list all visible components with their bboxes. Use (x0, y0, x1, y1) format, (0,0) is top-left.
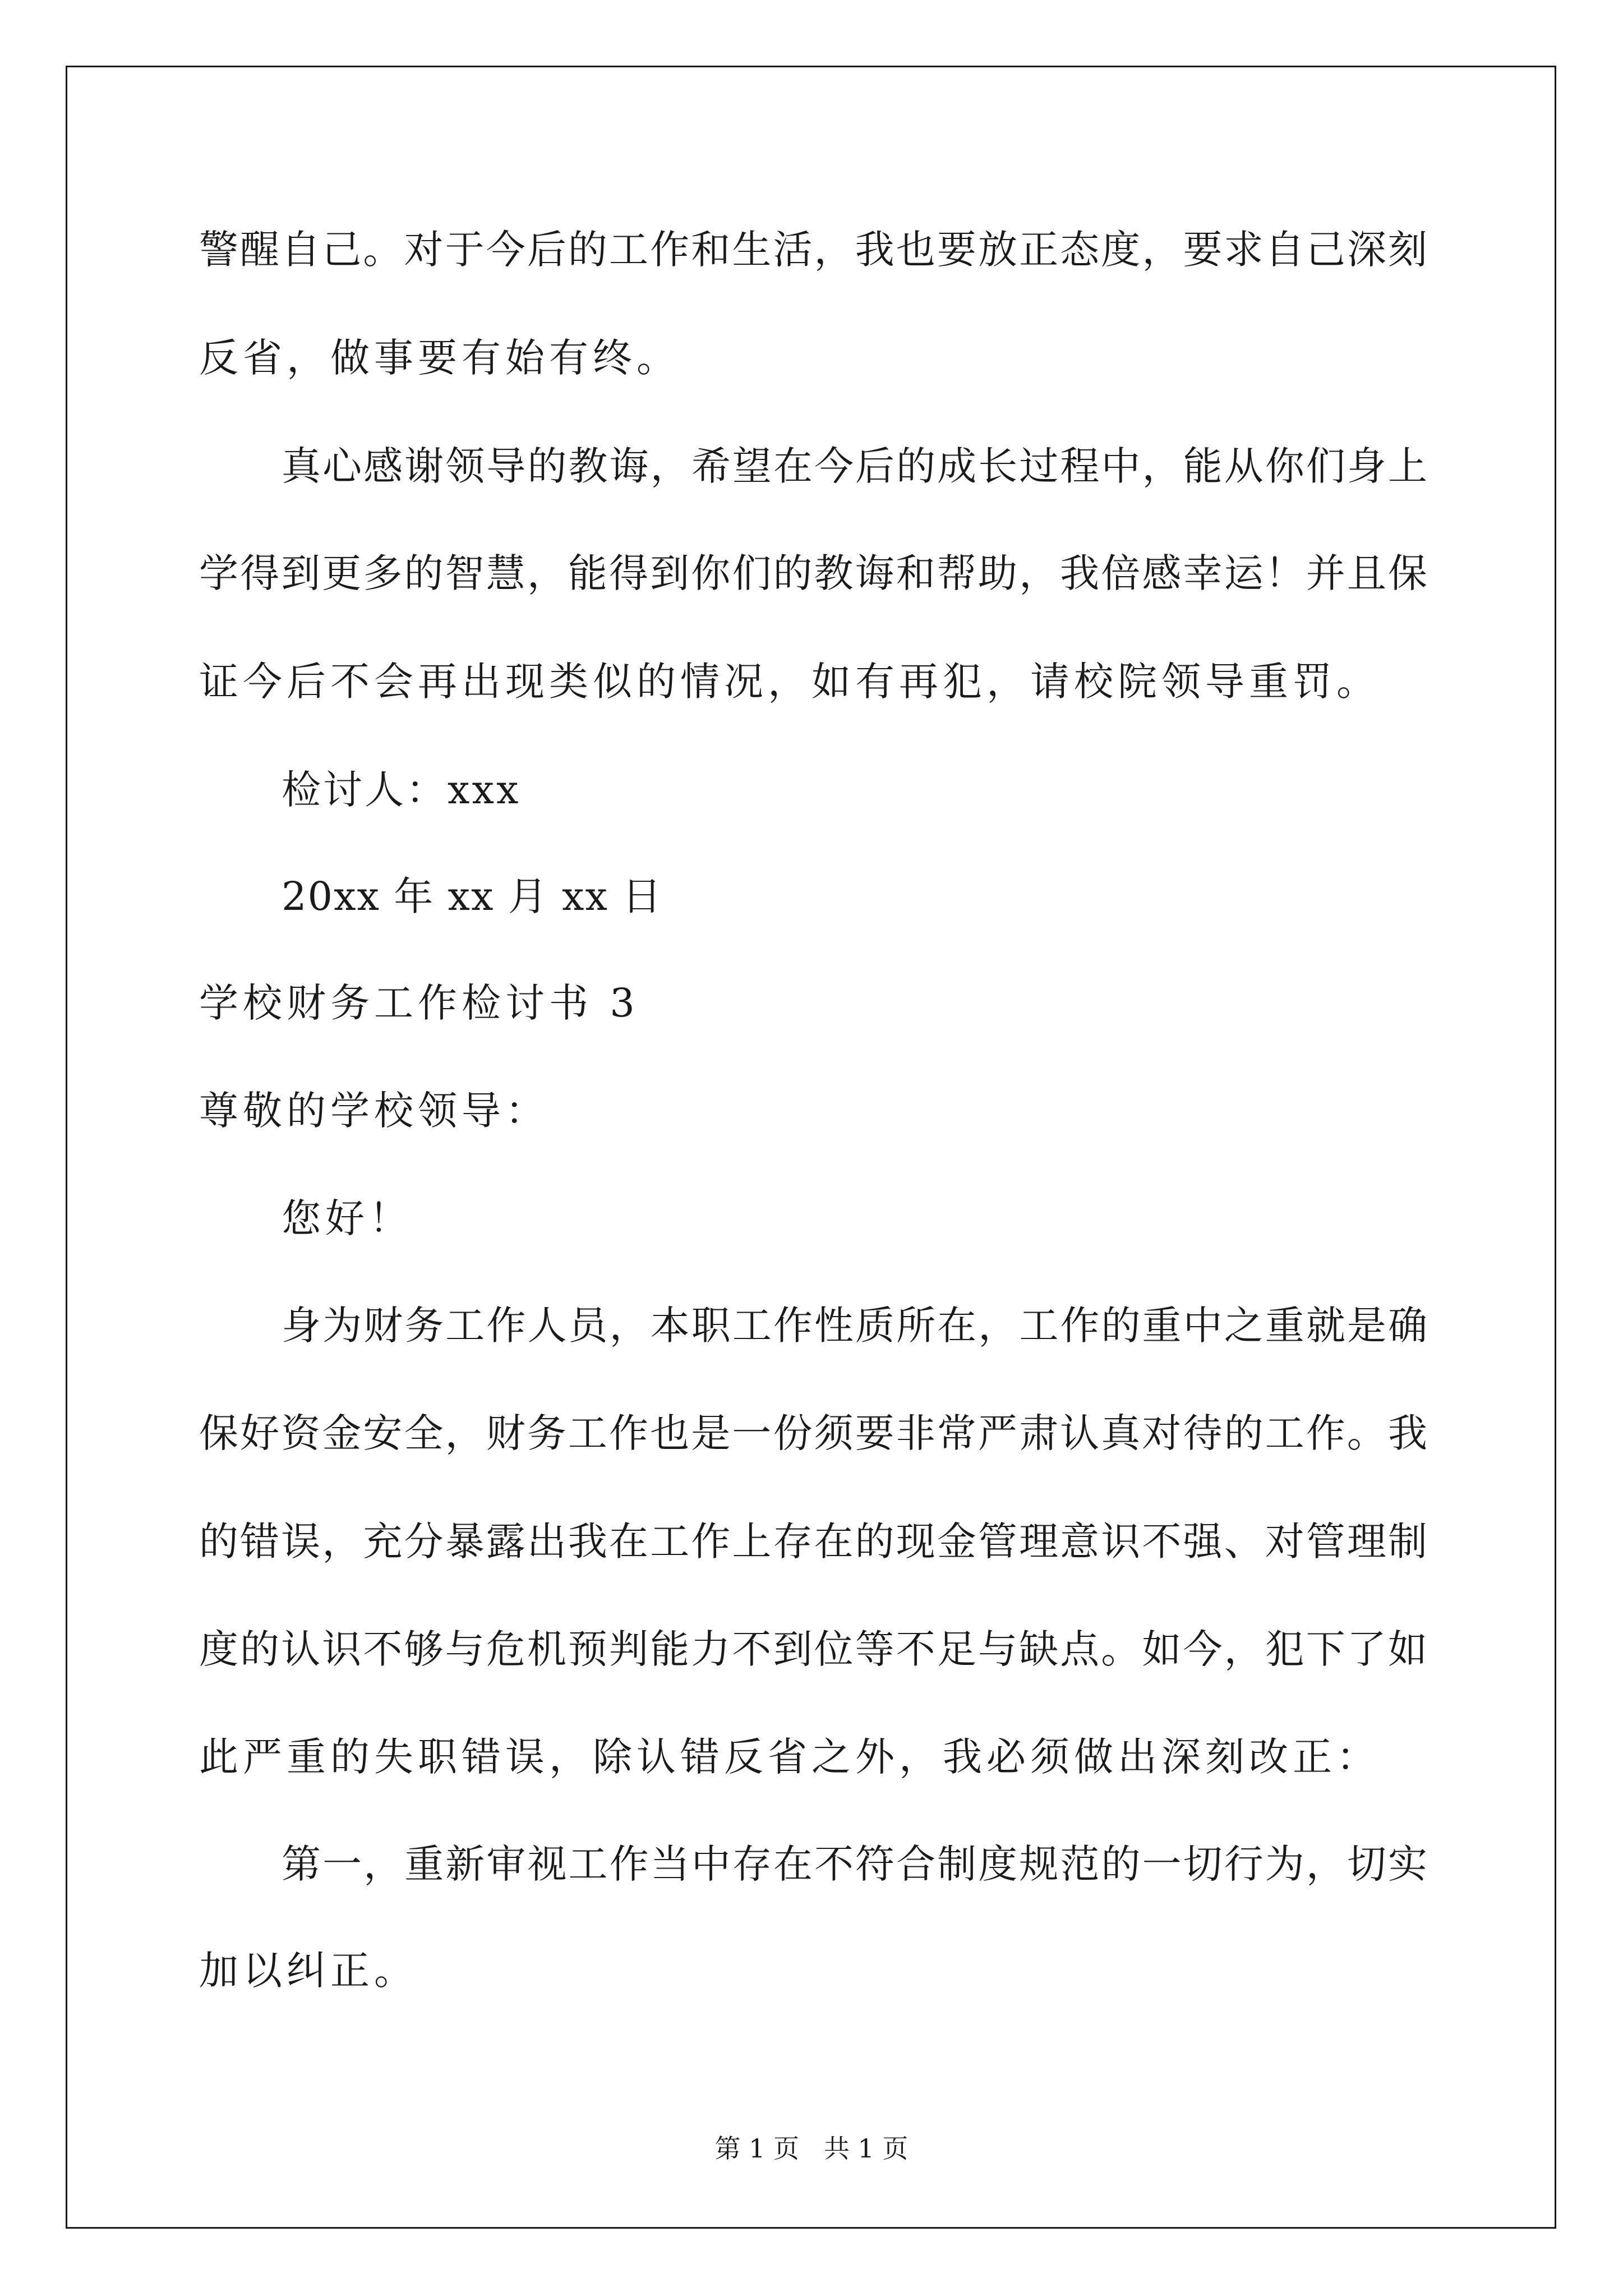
body-line: 证今后不会再出现类似的情况，如有再犯，请校院领导重罚。 (199, 659, 1380, 705)
body-line: 第一，重新审视工作当中存在不符合制度规范的一切行为，切实 (282, 1841, 1427, 1887)
page-footer: 第 1 页 共 1 页 (714, 2133, 909, 2164)
body-line: 此严重的失职错误，除认错反省之外，我必须做出深刻改正： (199, 1734, 1380, 1780)
body-line: 加以纠正。 (199, 1948, 418, 1994)
section-title: 学校财务工作检讨书 3 (199, 980, 639, 1026)
date-line: 20xx 年 xx 月 xx 日 (282, 873, 663, 919)
body-line: 反省，做事要有始有终。 (199, 335, 680, 381)
body-line: 保好资金安全，财务工作也是一份须要非常严肃认真对待的工作。我 (199, 1410, 1427, 1456)
signature-line: 检讨人：xxx (282, 767, 521, 813)
body-line: 学得到更多的智慧，能得到你们的教诲和帮助，我倍感幸运！并且保 (199, 550, 1427, 596)
page-border (66, 66, 1556, 2229)
body-line: 身为财务工作人员，本职工作性质所在，工作的重中之重就是确 (282, 1303, 1427, 1349)
body-line: 度的认识不够与危机预判能力不到位等不足与缺点。如今，犯下了如 (199, 1626, 1427, 1672)
greeting: 您好！ (282, 1195, 413, 1241)
salutation: 尊敬的学校领导： (199, 1088, 549, 1134)
body-line: 警醒自己。对于今后的工作和生活，我也要放正态度，要求自己深刻 (199, 227, 1427, 273)
body-line: 真心感谢领导的教诲，希望在今后的成长过程中，能从你们身上 (282, 443, 1427, 489)
body-line: 的错误，充分暴露出我在工作上存在的现金管理意识不强、对管理制 (199, 1519, 1427, 1565)
